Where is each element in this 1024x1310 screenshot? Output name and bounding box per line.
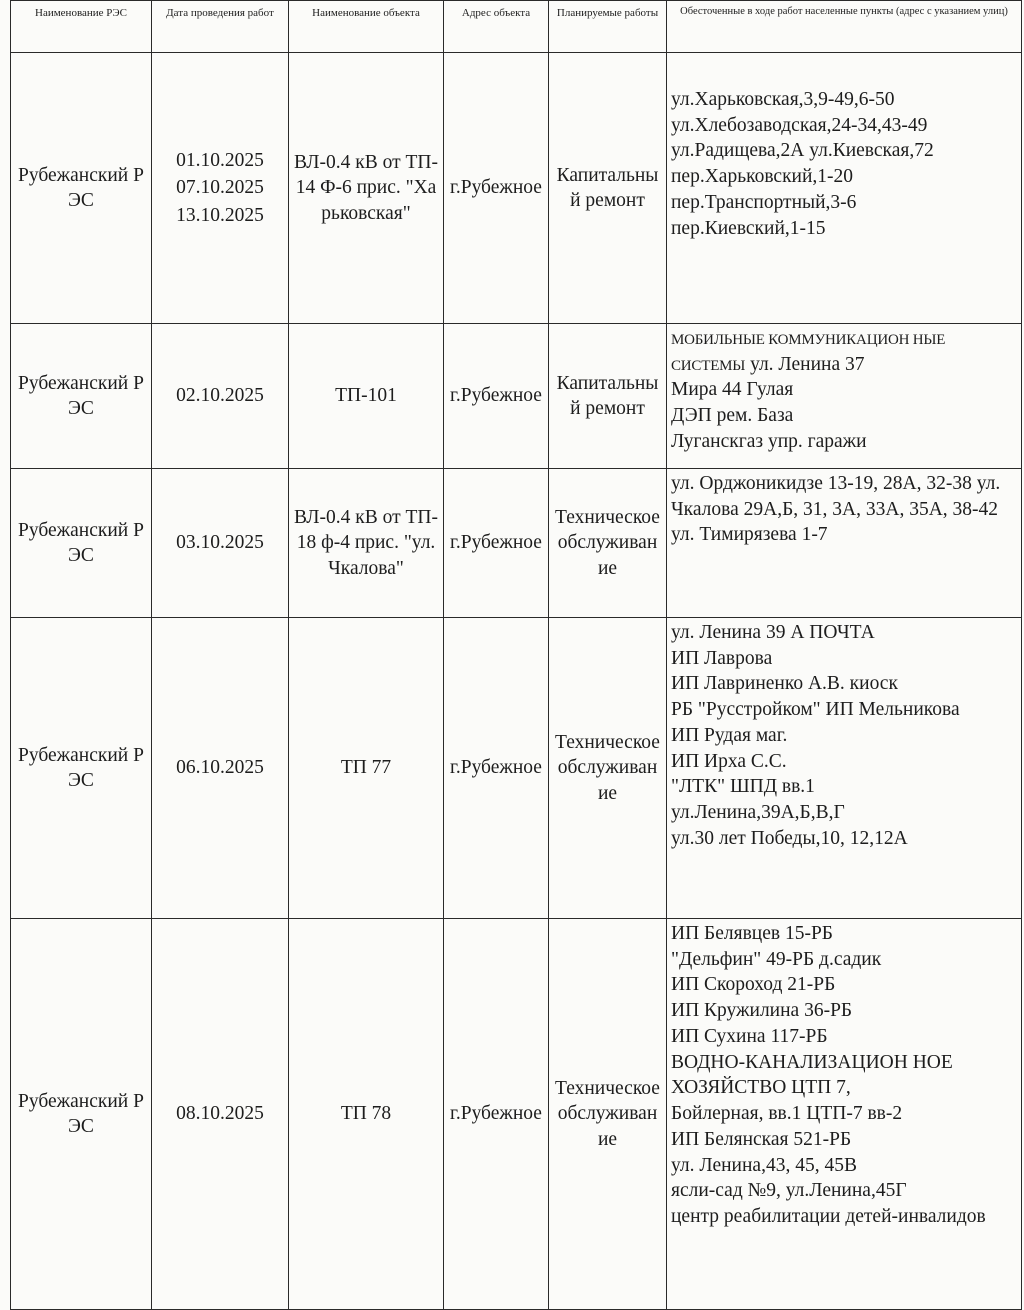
date-value: 08.10.2025 — [176, 1103, 264, 1125]
header-works: Планируемые работы — [549, 1, 667, 53]
deenergized-item: пер.Транспортный,3-6 — [671, 191, 857, 213]
deenergized-item: ДЭП рем. База — [671, 405, 794, 427]
deenergized-cell — [667, 469, 1022, 618]
table-row — [11, 53, 1022, 324]
works-cell: Капитальный ремонт — [549, 53, 667, 324]
res-cell: Рубежанский РЭС — [11, 469, 152, 618]
deenergized-item: ИП Сухина 117-РБ — [671, 1025, 828, 1047]
table-row — [11, 469, 1022, 618]
header-deenergized: Обесточенные в ходе работ населенные пункты (адрес с указанием улиц) — [667, 1, 1022, 53]
address-cell: г.Рубежное — [444, 469, 549, 618]
header-address: Адрес объекта — [444, 1, 549, 53]
address-cell: г.Рубежное — [444, 919, 549, 1310]
date-value: 06.10.2025 — [176, 757, 264, 779]
date-value: 03.10.2025 — [176, 532, 264, 554]
table-row — [11, 919, 1022, 1310]
date-value: 07.10.2025 — [176, 177, 264, 199]
res-cell: Рубежанский РЭС — [11, 324, 152, 469]
deenergized-item: ИП Белянская 521-РБ — [671, 1128, 852, 1150]
header-object: Наименование объекта — [289, 1, 444, 53]
deenergized-item: ул. Ленина,43, 45, 45В — [671, 1154, 857, 1176]
header-date: Дата проведения работ — [152, 1, 289, 53]
date-cell — [152, 919, 289, 1310]
outage-schedule-table — [10, 0, 1022, 1310]
deenergized-item: ул.Харьковская,3,9-49,6-50 — [671, 89, 895, 110]
deenergized-item: "ЛТК" ШПД вв.1 — [671, 776, 815, 798]
table-row — [11, 324, 1022, 469]
address-cell: г.Рубежное — [444, 324, 549, 469]
deenergized-cell — [667, 324, 1022, 469]
date-cell — [152, 324, 289, 469]
deenergized-item: ул. Орджоникидзе 13-19, 28А, 32-38 ул. — [671, 473, 1001, 494]
address-cell: г.Рубежное — [444, 618, 549, 919]
deenergized-item: Мира 44 Гулая — [671, 379, 794, 401]
deenergized-item: ул.30 лет Победы,10, 12,12А — [671, 827, 908, 849]
deenergized-item: ясли-сад №9, ул.Ленина,45Г — [671, 1180, 907, 1202]
works-cell: Капитальный ремонт — [549, 324, 667, 469]
object-cell: ТП 78 — [289, 919, 444, 1310]
header-res: Наименование РЭС — [11, 1, 152, 53]
deenergized-item: ИП Скороход 21-РБ — [671, 974, 836, 996]
res-cell: Рубежанский РЭС — [11, 919, 152, 1310]
deenergized-cell — [667, 53, 1022, 324]
deenergized-item: Луганскгаз упр. гаражи — [671, 430, 867, 452]
company-address: ул. Ленина 37 — [745, 353, 865, 375]
table-row — [11, 618, 1022, 919]
company-name-upper: МОБИЛЬНЫЕ КОММУНИКАЦИОН НЫЕ СИСТЕМЫ — [671, 332, 946, 374]
deenergized-item: ИП Кружилина 36-РБ — [671, 1000, 853, 1022]
deenergized-item: ул.Радищева,2А ул.Киевская,72 — [671, 140, 934, 162]
date-value: 01.10.2025 — [176, 150, 264, 172]
deenergized-item: ул. Ленина 39 А ПОЧТА — [671, 622, 875, 643]
deenergized-item: пер.Харьковский,1-20 — [671, 166, 854, 188]
date-value: 13.10.2025 — [176, 204, 264, 226]
deenergized-item: ИП Ирха С.С. — [671, 750, 787, 772]
deenergized-item: ул.Ленина,39А,Б,В,Г — [671, 802, 845, 824]
res-cell: Рубежанский РЭС — [11, 618, 152, 919]
deenergized-cell — [667, 618, 1022, 919]
deenergized-item — [671, 326, 1019, 377]
header-row — [11, 1, 1022, 53]
deenergized-item: ИП Лаврова — [671, 647, 773, 669]
deenergized-item: "Дельфин" 49-РБ д.садик — [671, 948, 882, 970]
deenergized-cell — [667, 919, 1022, 1310]
works-cell: Техническое обслуживание — [549, 618, 667, 919]
deenergized-item: ИП Белявцев 15-РБ — [671, 923, 834, 944]
object-cell: ВЛ-0.4 кВ от ТП-14 Ф-6 прис. "Харьковская" — [289, 53, 444, 324]
date-value: 02.10.2025 — [176, 385, 264, 407]
deenergized-item: центр реабилитации детей-инвалидов — [671, 1206, 986, 1228]
works-cell: Техническое обслуживание — [549, 919, 667, 1310]
deenergized-item: ВОДНО-КАНАЛИЗАЦИОН НОЕ ХОЗЯЙСТВО ЦТП 7, — [671, 1051, 953, 1099]
object-cell: ТП 77 — [289, 618, 444, 919]
deenergized-item: ИП Лавриненко А.В. киоск — [671, 673, 898, 695]
deenergized-item: Чкалова 29А,Б, 31, 3А, 33А, 35А, 38-42 — [671, 498, 999, 520]
date-cell — [152, 53, 289, 324]
address-cell: г.Рубежное — [444, 53, 549, 324]
deenergized-item: ИП Рудая маг. — [671, 724, 788, 746]
deenergized-item: ул. Тимирязева 1-7 — [671, 524, 828, 546]
object-cell: ТП-101 — [289, 324, 444, 469]
date-cell — [152, 469, 289, 618]
deenergized-item: пер.Киевский,1-15 — [671, 217, 826, 239]
object-cell: ВЛ-0.4 кВ от ТП-18 ф-4 прис. "ул. Чкалова" — [289, 469, 444, 618]
works-cell: Техническое обслуживание — [549, 469, 667, 618]
deenergized-item: РБ "Русстройком" ИП Мельникова — [671, 699, 960, 721]
date-cell — [152, 618, 289, 919]
deenergized-item: ул.Хлебозаводская,24-34,43-49 — [671, 114, 928, 136]
res-cell: Рубежанский РЭС — [11, 53, 152, 324]
deenergized-item: Бойлерная, вв.1 ЦТП-7 вв-2 — [671, 1103, 903, 1125]
